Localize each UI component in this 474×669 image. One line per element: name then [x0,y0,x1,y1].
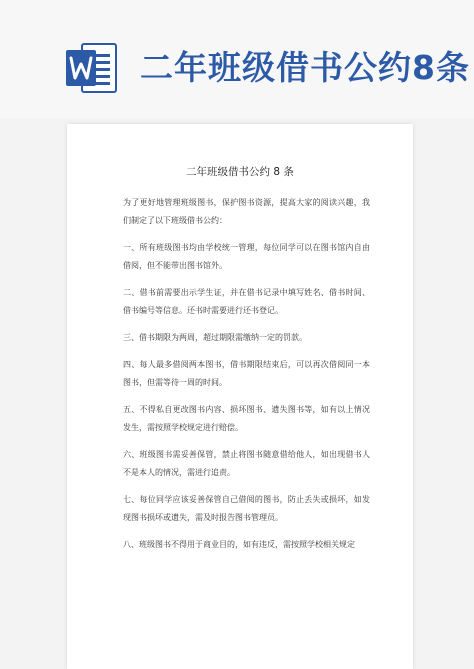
banner-title: 二年班级借书公约8条 [140,48,470,87]
document-page [67,124,413,669]
paragraph-5: 五、不得私自更改图书内容、损坏图书、遗失图书等，如有以上情况发生，需按照学校规定进行赔偿。 [123,405,370,432]
paragraph-2: 二、借书前需要出示学生证，并在借书记录中填写姓名、借书时间、借书编号等信息。还书时需要进行还书登记。 [123,288,370,315]
paragraph-4: 四、每人最多借阅两本图书，借书期限结束后，可以再次借阅同一本图书，但需等待一周的时间。 [123,360,370,387]
paragraph-3: 三、借书期限为两周，超过期限需缴纳一定的罚款。 [123,333,307,342]
paragraph-1: 一、所有班级图书均由学校统一管理，每位同学可以在图书馆内自由借阅，但不能带出图书馆外。 [123,243,370,270]
document-title: 二年班级借书公约 8 条 [186,166,294,178]
paragraph-8: 八、班级图书不得用于商业目的，如有违反，需按照学校相关规定 [123,540,355,549]
paragraph-7: 七、每位同学应该妥善保管自己借阅的图书，防止丢失或损坏，如发现图书损坏或遗失，需及时报告图书管理员。 [123,495,370,522]
word-icon [64,40,120,96]
banner [0,0,474,118]
document-body [123,194,370,563]
paragraph-6: 六、班级图书需妥善保管，禁止将图书随意借给他人，如出现借书人不是本人的情况，需进行追责。 [123,450,370,477]
paragraph-intro: 为了更好地管理班级图书，保护图书资源，提高大家的阅读兴趣，我们制定了以下班级借书公约： [123,198,370,225]
